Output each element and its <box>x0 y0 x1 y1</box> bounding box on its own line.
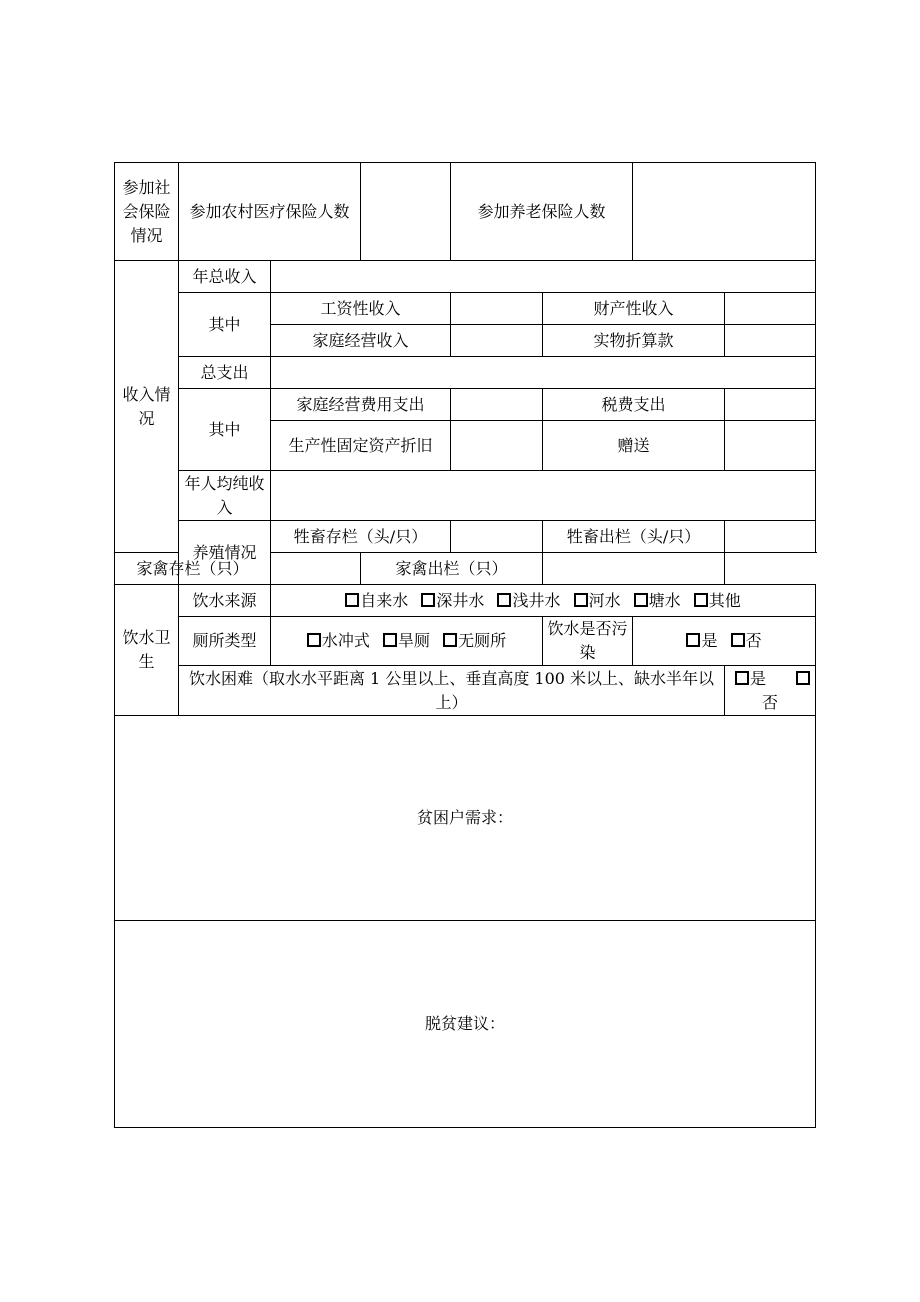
checkbox-icon[interactable] <box>634 593 648 607</box>
checkbox-icon[interactable] <box>443 633 457 647</box>
depreciation-label: 生产性固定资产折旧 <box>271 421 451 471</box>
water-difficulty-label: 饮水困难（取水水平距离 1 公里以上、垂直高度 100 米以上、缺水半年以上） <box>179 666 725 716</box>
wage-income-cell[interactable] <box>451 293 543 325</box>
social-insurance-section-label: 参加社会保险情况 <box>115 163 179 261</box>
total-expense-cell[interactable] <box>271 357 816 389</box>
checkbox-icon[interactable] <box>421 593 435 607</box>
income-section-label: 收入情况 <box>115 261 179 553</box>
water-source-option[interactable]: 浅井水 <box>497 591 560 610</box>
tax-expense-cell[interactable] <box>725 389 816 421</box>
family-business-expense-cell[interactable] <box>451 389 543 421</box>
property-income-label: 财产性收入 <box>543 293 725 325</box>
checkbox-icon[interactable] <box>497 593 511 607</box>
difficulty-yes-option[interactable]: 是 <box>735 667 766 691</box>
pension-insurance-label: 参加养老保险人数 <box>451 163 633 261</box>
water-polluted-label: 饮水是否污染 <box>543 617 633 666</box>
livestock-stock-label: 牲畜存栏（头/只） <box>271 521 451 553</box>
pension-insurance-count-cell[interactable] <box>633 163 816 261</box>
in-kind-income-label: 实物折算款 <box>543 325 725 357</box>
of-which-expense-label: 其中 <box>179 389 271 471</box>
medical-insurance-count-cell[interactable] <box>361 163 451 261</box>
checkbox-icon[interactable] <box>796 671 810 685</box>
poultry-sold-cell[interactable] <box>543 553 725 585</box>
form-table <box>114 162 816 1128</box>
medical-insurance-label: 参加农村医疗保险人数 <box>179 163 361 261</box>
needs-cell[interactable] <box>115 716 816 921</box>
toilet-type-label: 厕所类型 <box>179 617 271 666</box>
breeding-section-label: 养殖情况 <box>179 521 271 585</box>
advice-cell[interactable] <box>115 921 816 1128</box>
poultry-sold-label: 家禽出栏（只） <box>361 553 543 585</box>
property-income-cell[interactable] <box>725 293 816 325</box>
checkbox-icon[interactable] <box>307 633 321 647</box>
advice-label: 脱贫建议： <box>425 1014 506 1033</box>
poverty-household-form <box>114 162 815 1128</box>
water-source-option[interactable]: 深井水 <box>421 591 484 610</box>
water-source-option[interactable]: 其他 <box>694 591 741 610</box>
checkbox-icon[interactable] <box>731 633 745 647</box>
polluted-no-option[interactable]: 否 <box>731 631 762 650</box>
water-section-label: 饮水卫生 <box>115 585 179 716</box>
poultry-stock-cell[interactable] <box>271 553 361 585</box>
checkbox-icon[interactable] <box>383 633 397 647</box>
wage-income-label: 工资性收入 <box>271 293 451 325</box>
per-capita-income-cell[interactable] <box>271 471 816 521</box>
water-difficulty-options <box>725 666 816 716</box>
in-kind-income-cell[interactable] <box>725 325 816 357</box>
of-which-income-label: 其中 <box>179 293 271 357</box>
poultry-stock-label: 家禽存栏（只） <box>115 553 271 585</box>
water-source-option[interactable]: 塘水 <box>634 591 681 610</box>
checkbox-icon[interactable] <box>686 633 700 647</box>
depreciation-cell[interactable] <box>451 421 543 471</box>
per-capita-income-label: 年人均纯收入 <box>179 471 271 521</box>
gifts-label: 赠送 <box>543 421 725 471</box>
total-income-label: 年总收入 <box>179 261 271 293</box>
water-source-label: 饮水来源 <box>179 585 271 617</box>
difficulty-no-label: 否 <box>762 692 779 712</box>
water-source-option[interactable]: 自来水 <box>345 591 408 610</box>
water-source-options <box>271 585 816 617</box>
livestock-sold-label: 牲畜出栏（头/只） <box>543 521 725 553</box>
gifts-cell[interactable] <box>725 421 816 471</box>
toilet-option[interactable]: 无厕所 <box>443 631 506 650</box>
family-business-expense-label: 家庭经营费用支出 <box>271 389 451 421</box>
water-polluted-options <box>633 617 816 666</box>
family-business-income-label: 家庭经营收入 <box>271 325 451 357</box>
total-income-cell[interactable] <box>271 261 816 293</box>
family-business-income-cell[interactable] <box>451 325 543 357</box>
difficulty-no-checkbox[interactable] <box>796 667 811 691</box>
livestock-sold-cell[interactable] <box>725 521 816 553</box>
livestock-stock-cell[interactable] <box>451 521 543 553</box>
toilet-option[interactable]: 水冲式 <box>307 631 370 650</box>
polluted-yes-option[interactable]: 是 <box>686 631 717 650</box>
needs-label: 贫困户需求： <box>417 808 514 827</box>
checkbox-icon[interactable] <box>694 593 708 607</box>
checkbox-icon[interactable] <box>574 593 588 607</box>
toilet-type-options <box>271 617 543 666</box>
checkbox-icon[interactable] <box>735 671 749 685</box>
total-expense-label: 总支出 <box>179 357 271 389</box>
tax-expense-label: 税费支出 <box>543 389 725 421</box>
toilet-option[interactable]: 旱厕 <box>383 631 430 650</box>
checkbox-icon[interactable] <box>345 593 359 607</box>
water-source-option[interactable]: 河水 <box>574 591 621 610</box>
